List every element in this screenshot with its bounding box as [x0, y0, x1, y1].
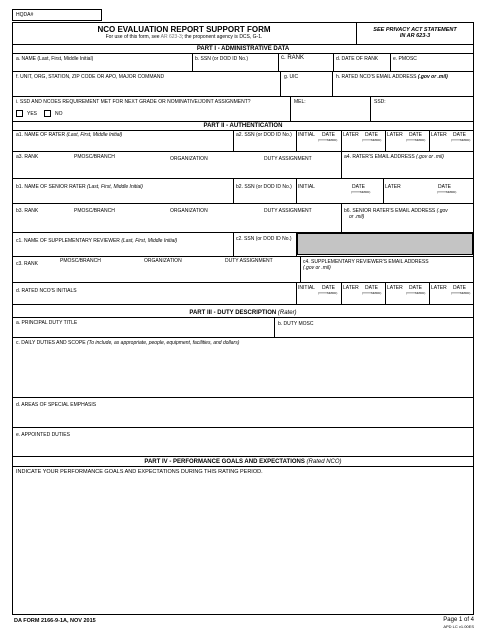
privacy-line-2: IN AR 623-3	[399, 33, 431, 39]
d-row-div-3	[385, 282, 386, 304]
yes-label: YES	[27, 111, 38, 117]
rater-pmosc-label: PMOSC/BRANCH	[74, 154, 115, 160]
sr-info-field[interactable]	[13, 216, 340, 231]
c3-rule	[12, 282, 474, 283]
a-fmt-3: (YYYYMMDD)	[406, 138, 426, 142]
rater-name-hint: (Last, First, Middle Initial)	[66, 132, 123, 138]
a-later-1: LATER	[343, 132, 359, 138]
rater-email-field[interactable]	[342, 163, 473, 177]
a-later-2: LATER	[387, 132, 403, 138]
b-later: LATER	[385, 184, 401, 190]
date-of-rank-label: d. DATE OF RANK	[336, 56, 379, 62]
version-label: APD LC v1.00ES	[443, 624, 474, 629]
sup-info-field[interactable]	[13, 267, 299, 281]
d-date-1: DATE	[322, 285, 335, 291]
sup-email-field[interactable]	[301, 271, 473, 281]
shaded-block	[297, 233, 473, 255]
sr-name-hint: (Last, First, Middle Initial)	[87, 184, 143, 190]
no-label: NO	[55, 111, 63, 117]
part1-title: PART I - ADMINISTRATIVE DATA	[196, 46, 290, 52]
d-initial: INITIAL	[298, 285, 315, 291]
d-later-1: LATER	[343, 285, 359, 291]
row1-rule	[12, 71, 474, 72]
sup-org-label: ORGANIZATION	[144, 258, 182, 264]
b-fmt-2: (YYYYMMDD)	[437, 190, 457, 194]
subtitle-suffix: ; the proponent agency is DCS, G-1.	[181, 34, 263, 40]
duty-title-label: a. PRINCIPAL DUTY TITLE	[16, 320, 78, 326]
rated-email-label	[336, 74, 448, 80]
a-date-2: DATE	[365, 132, 378, 138]
daily-duties-label	[16, 340, 239, 346]
a-fmt-1: (YYYYMMDD)	[318, 138, 338, 142]
d-date-3: DATE	[409, 285, 422, 291]
a-row-div-4	[385, 130, 386, 151]
part3-title-text: PART III - DUTY DESCRIPTION	[189, 310, 277, 316]
rater-email-hint: (.gov or .mil)	[416, 154, 444, 160]
a3-rule	[12, 178, 474, 179]
part2-title-rule	[12, 130, 474, 131]
rater-email-text: a4. RATER'S EMAIL ADDRESS	[344, 154, 415, 160]
b-fmt-1: (YYYYMMDD)	[351, 190, 371, 194]
rated-email-text: h. RATED NCO'S EMAIL ADDRESS	[336, 74, 417, 80]
unit-field[interactable]	[13, 81, 279, 95]
sr-email-text: b6. SENIOR RATER'S EMAIL ADDRESS	[344, 208, 436, 214]
sup-name-text: c1. NAME OF SUPPLEMENTARY REVIEWER	[16, 238, 120, 244]
b-date-2: DATE	[438, 184, 451, 190]
special-emphasis-label: d. AREAS OF SPECIAL EMPHASIS	[16, 402, 97, 408]
part3-title-rule	[12, 317, 474, 318]
form-subtitle	[12, 34, 356, 40]
appointed-duties-label: e. APPOINTED DUTIES	[16, 432, 70, 438]
rated-ssn-label: b. SSN (or DOD ID No.)	[195, 56, 249, 62]
goals-field[interactable]	[13, 477, 473, 614]
rated-ssn-field[interactable]	[193, 62, 277, 70]
daily-duties-rule	[12, 397, 474, 398]
daily-duties-field[interactable]	[13, 348, 473, 396]
d-fmt-3: (YYYYMMDD)	[406, 291, 426, 295]
duty-title-field[interactable]	[13, 327, 273, 336]
mel-label: MEL:	[294, 99, 306, 105]
form-title: NCO EVALUATION REPORT SUPPORT FORM	[97, 25, 271, 34]
ssd-field[interactable]	[371, 106, 473, 120]
special-emphasis-field[interactable]	[13, 409, 473, 426]
hqda-label: HQDA#	[16, 12, 34, 18]
a-date-4: DATE	[453, 132, 466, 138]
b-date-1: DATE	[352, 184, 365, 190]
date-of-rank-field[interactable]	[334, 62, 389, 70]
d-fmt-4: (YYYYMMDD)	[451, 291, 471, 295]
part3-top-rule	[12, 304, 474, 305]
sr-email-field[interactable]	[342, 220, 473, 231]
pmosc-label: e. PMOSC	[393, 56, 417, 62]
sr-rank-label: b3. RANK	[16, 208, 39, 214]
ssd-question: i. SSD AND NCOES REQUIREMENT MET FOR NEXT GRADE OR NOMINATIVE/JOINT ASSIGNMENT?	[16, 99, 251, 105]
daily-duties-text: c. DAILY DUTIES AND SCOPE	[16, 340, 86, 346]
rater-ssn-label: a2. SSN (or DOD ID No.)	[236, 132, 292, 138]
d-row-div-4	[429, 282, 430, 304]
uic-label: g. UIC	[284, 74, 299, 80]
pmosc-field[interactable]	[391, 62, 473, 70]
a-row-div-2	[296, 130, 297, 151]
sup-email-label: c4. SUPPLEMENTARY REVIEWER'S EMAIL ADDRESS	[303, 259, 429, 265]
yes-checkbox[interactable]	[16, 110, 23, 117]
uic-field[interactable]	[281, 81, 331, 95]
part4-title-rule	[12, 466, 474, 467]
form-id: DA FORM 2166-9-1A, NOV 2015	[14, 618, 96, 624]
rated-email-hint: (.gov or .mil)	[417, 74, 448, 80]
rater-name-field[interactable]	[13, 140, 232, 150]
sr-org-label: ORGANIZATION	[170, 208, 208, 214]
mel-field[interactable]	[291, 106, 369, 120]
part2-title: PART II - AUTHENTICATION	[203, 123, 283, 129]
d-row-div-2	[341, 282, 342, 304]
nco-initials-label: d. RATED NCO'S INITIALS	[16, 288, 77, 294]
a-row-div-5	[429, 130, 430, 151]
sup-rank-label: c3. RANK	[16, 261, 38, 267]
subtitle-prefix: For use of this form, see	[105, 34, 160, 40]
rater-org-label: ORGANIZATION	[170, 156, 208, 162]
sup-name-field[interactable]	[13, 244, 232, 255]
sup-name-hint: (Last, First, Middle Initial)	[121, 238, 178, 244]
sr-pmosc-label: PMOSC/BRANCH	[74, 208, 115, 214]
sr-duty-label: DUTY ASSIGNMENT	[264, 208, 312, 214]
unit-label: f. UNIT, ORG, STATION, ZIP CODE OR APO, MAJOR COMMAND	[16, 74, 165, 80]
rater-rank-label: a3. RANK	[16, 154, 39, 160]
part1-title-rule	[12, 53, 474, 54]
duty-row-rule	[12, 337, 474, 338]
rater-ssn-field[interactable]	[234, 140, 295, 150]
b-row-div-2	[296, 178, 297, 203]
a1-rule	[12, 151, 474, 152]
part4-title	[12, 458, 474, 466]
sr-name-text: b1. NAME OF SENIOR RATER	[16, 184, 86, 190]
special-emphasis-rule	[12, 427, 474, 428]
part4-top-rule	[12, 456, 474, 457]
b-initial: INITIAL	[298, 184, 315, 190]
d-fmt-1: (YYYYMMDD)	[318, 291, 338, 295]
sup-email-hint: (.gov or .mil)	[303, 265, 331, 271]
rated-email-field[interactable]	[333, 81, 473, 95]
a-initial-1: INITIAL	[298, 132, 315, 138]
appointed-duties-field[interactable]	[13, 439, 473, 455]
sr-ssn-field[interactable]	[234, 192, 295, 202]
b1-rule	[12, 203, 474, 204]
ssd-label: SSD:	[374, 99, 386, 105]
privacy-line-1: SEE PRIVACY ACT STATEMENT	[373, 27, 457, 33]
a-fmt-4: (YYYYMMDD)	[451, 138, 471, 142]
rater-duty-label: DUTY ASSIGNMENT	[264, 156, 312, 162]
duty-mosc-label: b. DUTY MOSC	[278, 321, 314, 327]
sup-pmosc-label: PMOSC/BRANCH	[60, 258, 101, 264]
part4-title-hint: (Rated NCO)	[306, 459, 342, 465]
d-fmt-2: (YYYYMMDD)	[362, 291, 382, 295]
part4-title-text: PART IV - PERFORMANCE GOALS AND EXPECTATIONS	[144, 459, 305, 465]
rater-name-text: a1. NAME OF RATER	[16, 132, 66, 138]
sr-ssn-label: b2. SSN (or DOD ID No.)	[236, 184, 292, 190]
rater-info-field[interactable]	[13, 163, 340, 177]
a-row-div-3	[341, 130, 342, 151]
row2-rule	[12, 96, 474, 97]
sr-name-field[interactable]	[13, 192, 232, 202]
a-date-1: DATE	[322, 132, 335, 138]
rated-name-label: a. NAME (Last, First, Middle Initial)	[16, 56, 94, 62]
rater-name-label	[16, 132, 122, 138]
sup-duty-label: DUTY ASSIGNMENT	[225, 258, 273, 264]
duty-mosc-field[interactable]	[275, 327, 473, 336]
page-number: Page 1 of 4	[443, 617, 474, 623]
rater-email-label	[344, 154, 444, 160]
d-date-4: DATE	[453, 285, 466, 291]
d-row-div-1	[296, 282, 297, 304]
a-fmt-2: (YYYYMMDD)	[362, 138, 382, 142]
d-later-3: LATER	[431, 285, 447, 291]
nco-initials-field[interactable]	[13, 294, 295, 303]
b-row-div-3	[383, 178, 384, 203]
d-date-2: DATE	[365, 285, 378, 291]
rated-rank-label: c. RANK	[281, 55, 305, 61]
sup-ssn-label: c2. SSN (or DOD ID No.)	[236, 236, 292, 242]
sup-ssn-field[interactable]	[234, 242, 295, 255]
goals-instruction: INDICATE YOUR PERFORMANCE GOALS AND EXPECTATIONS DURING THIS RATING PERIOD.	[16, 469, 263, 475]
sr-name-label	[16, 184, 143, 190]
no-checkbox[interactable]	[44, 110, 51, 117]
rated-name-field[interactable]	[13, 62, 191, 70]
sr-email-hint-2: or .mil)	[349, 214, 365, 220]
a-date-3: DATE	[409, 132, 422, 138]
rated-rank-field[interactable]	[279, 62, 332, 70]
subtitle-ref: AR 623-3	[160, 34, 182, 40]
c1-rule	[12, 256, 474, 257]
part3-title	[12, 309, 474, 317]
a-later-3: LATER	[431, 132, 447, 138]
part3-title-hint: (Rater)	[277, 310, 297, 316]
d-later-2: LATER	[387, 285, 403, 291]
daily-duties-hint: (To include, as appropriate, people, equipment, facilities, and dollars)	[86, 340, 240, 346]
sr-email-hint-1: (.gov	[436, 208, 448, 214]
